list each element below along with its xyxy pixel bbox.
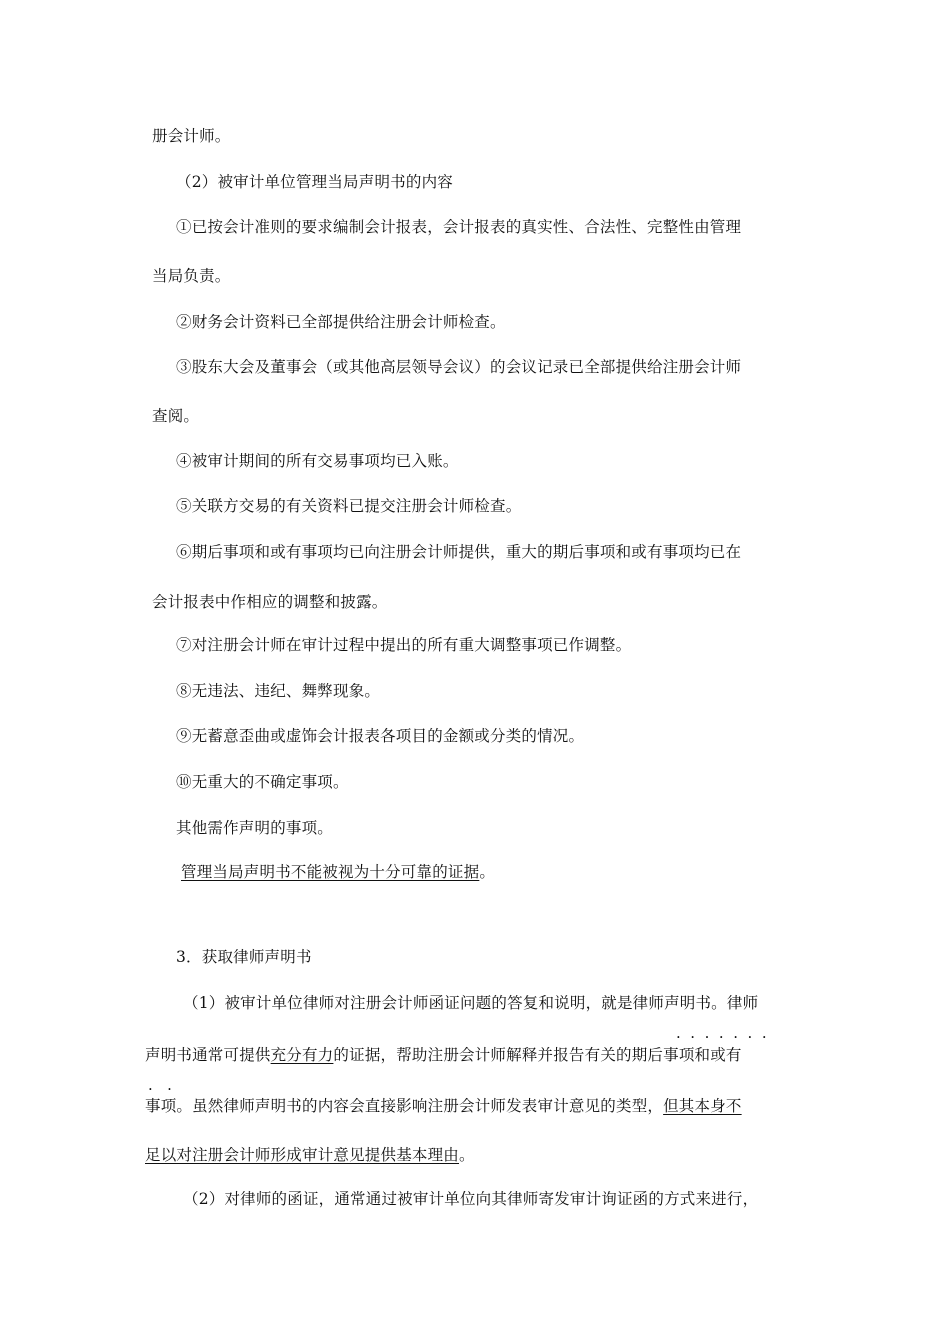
underlined-text: 充分有力	[270, 1046, 334, 1064]
text: 。	[479, 863, 496, 881]
text: 的证据，帮助注册会计师解释并报告有关的期后事项和或有	[333, 1046, 742, 1064]
text-line: 查阅。	[152, 407, 200, 425]
text-line: 会计报表中作相应的调整和披露。	[152, 593, 388, 611]
section-heading: 3．获取律师声明书	[176, 948, 312, 966]
text-line: ①已按会计准则的要求编制会计报表，会计报表的真实性、合法性、完整性由管理	[176, 218, 742, 236]
text-line: ③股东大会及董事会（或其他高层领导会议）的会议记录已全部提供给注册会计师	[176, 358, 742, 376]
text-line: ⑨无蓄意歪曲或虚饰会计报表各项目的金额或分类的情况。	[176, 727, 585, 745]
text-line: 当局负责。	[152, 267, 231, 285]
text-line: ④被审计期间的所有交易事项均已入账。	[176, 452, 459, 470]
emphasis-dots: · · · · · · ·	[676, 1028, 767, 1046]
text-line	[181, 862, 495, 882]
text: 声明书通常可提供	[145, 1046, 271, 1064]
text: 。	[459, 1146, 475, 1164]
text-line	[145, 1145, 475, 1165]
underlined-text: 但其本身不	[663, 1097, 742, 1115]
text-line: ⑦对注册会计师在审计过程中提出的所有重大调整事项已作调整。	[176, 636, 632, 654]
text-line: （2）被审计单位管理当局声明书的内容	[176, 173, 453, 191]
text-line: （2）对律师的函证，通常通过被审计单位向其律师寄发审计询证函的方式来进行，	[183, 1190, 759, 1208]
text-line: 其他需作声明的事项。	[176, 819, 334, 837]
text-line: ⑤关联方交易的有关资料已提交注册会计师检查。	[176, 497, 522, 515]
text: 事项。虽然律师声明书的内容会直接影响注册会计师发表审计意见的类型，	[145, 1097, 664, 1115]
text-line: ⑩无重大的不确定事项。	[176, 773, 349, 791]
text-line: ⑧无违法、违纪、舞弊现象。	[176, 682, 381, 700]
text-line	[145, 1045, 742, 1065]
text-line: （1）被审计单位律师对注册会计师函证问题的答复和说明，就是律师声明书。律师	[183, 994, 759, 1012]
text-line	[145, 1096, 742, 1116]
underlined-text: 足以对注册会计师形成审计意见提供基本理由	[145, 1146, 460, 1164]
emphasis-dots: · ·	[148, 1080, 172, 1098]
text-line: ⑥期后事项和或有事项均已向注册会计师提供，重大的期后事项和或有事项均已在	[176, 543, 742, 561]
text-line: 册会计师。	[152, 127, 231, 145]
underlined-text: 管理当局声明书不能被视为十分可靠的证据	[181, 863, 480, 881]
text-line: ②财务会计资料已全部提供给注册会计师检查。	[176, 313, 506, 331]
